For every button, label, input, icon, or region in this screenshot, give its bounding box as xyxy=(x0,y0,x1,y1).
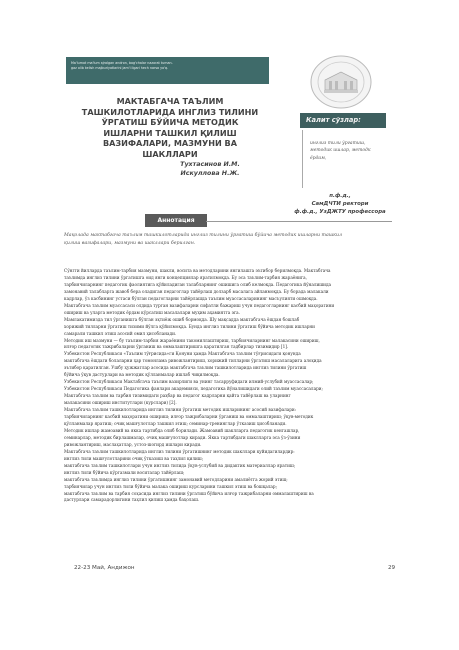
body-line: таълимда инглиз тилини ўргатишга оид янги концепциялар яратилмоқда. Бу эса таълим-тарбия жараёнига, xyxy=(64,274,307,280)
title-line: ШАКЛЛАРИ xyxy=(142,148,198,159)
body-line: дастурлари самарадорлигини таҳлил қилиш ҳамда баҳолаш. xyxy=(64,497,200,503)
keywords-header: Калит сўзлар: xyxy=(300,113,386,128)
keyword-line: ёрдам, xyxy=(310,155,327,161)
body-line: қўлланмалар яратиш; очиқ машғулотлар ташкил этиш; семинар-тренинглар ўтказиш ҳисобланади. xyxy=(64,420,287,426)
author-name: Тухтасинов И.М. xyxy=(180,161,240,168)
body-line: Мактабгача таълим ташкилотларида инглиз тилини ўргатиш методик ишларининг асосий вазифалари: xyxy=(64,407,297,413)
annotation-line: қилиш вазифалари, мазмуни ва шакллари берилган. xyxy=(64,241,196,247)
university-seal-icon xyxy=(293,54,389,110)
body-line: семинарлар, методик бирлашмалар, очиқ машғулотлар киради. Якка тартибдаги шаклларга эса ўз-ўзини xyxy=(64,434,301,440)
body-line: Мамлакатимизда тил ўрганишга бўлган эҳтиёж ошиб бормоқда. Шу мақсадда мактабгача ёшдан бошлаб xyxy=(64,316,300,322)
keyword-line: методик ишлар, методк xyxy=(310,148,371,154)
body-line: Мактабгача таълим муассасаси олдида турган вазифаларни сифатли бажариш учун педагогларнинг касбий маҳоратини xyxy=(64,302,335,308)
annotation-line: Мақолада мактабгача таълим ташкилотларида инглиз тилини ўргатиш бўйича методик ишларни ташкил xyxy=(64,233,342,238)
author-affiliations xyxy=(285,192,395,216)
footer-date: 22-23 Май, Андижон xyxy=(74,565,135,571)
keyword-line: инглиз тили ўргатиш, xyxy=(310,141,366,146)
body-line: тарбиячиларнинг педагогик фаолиятига қўйиладиган талабларнинг ошишига олиб келмоқда. Педагогика йўналишида xyxy=(64,281,332,287)
body-line: илғор педагогик тажрибаларни ўрганиш ва оммалаштиришга қаратилган тадбирлар тизимидир [1]. xyxy=(64,344,289,350)
affiliation-line: СамДЧТИ ректори xyxy=(311,201,369,207)
body-line: эътибор қаратилган. Ушбу ҳужжатлар асосида мактабгача таълим ташкилотларида инглиз тилини ўргатиш xyxy=(64,365,307,371)
page-number: 29 xyxy=(388,565,396,571)
body-line: тарбиячиларнинг касбий маҳоратини ошириш; илғор тажрибаларни ўрганиш ва оммалаштириш; ўқув-методик xyxy=(64,414,314,420)
article-body xyxy=(64,268,396,504)
keywords-text xyxy=(310,140,388,162)
body-line: инглиз тили бўйича кўргазмали воситалар тайёрлаш; xyxy=(64,469,185,475)
title-line: МАКТАБГАЧА ТАЪЛИМ xyxy=(116,96,224,106)
title-line: ВАЗИФАЛАРИ, МАЗМУНИ ВА xyxy=(103,138,237,149)
body-line: Ўзбекистон Республикаси Мактабгача таълим вазирлиги ва унинг тасарруфидаги илмий-услубий муассасалар; xyxy=(64,379,314,385)
title-line: ИШЛАРНИ ТАШКИЛ ҚИЛИШ xyxy=(103,127,237,138)
body-line: кадрлар, ўз касбининг устаси бўлган педагогларни тайёрлашда таълим муассасаларининг масъулияти ошмоқда. xyxy=(64,295,318,301)
affiliation-line: ф.ф.д., УзДЖТУ профессора xyxy=(294,209,386,215)
body-line: мактабгача таълим ва тарбия соҳасида инглиз тилини ўргатиш бўйича илғор тажрибаларни оммалаштириш ва xyxy=(64,490,314,496)
body-line: тарбиячилар учун инглиз тили бўйича малака ошириш курсларини ташкил этиш ва бошқалар; xyxy=(64,483,277,489)
body-line: ривожлантириш, маслаҳатлар, устоз-шогирд ишлари киради. xyxy=(64,441,202,447)
body-line: замонавий талабларга жавоб бера оладиган педагоглар тайёрлаш долзарб масалага айланмоқда. Бу борада малакали xyxy=(64,288,329,294)
header-band-line: Ma'lumot ma'lum ajralgan andron, bog'chalar nazorat tuman. xyxy=(71,61,173,65)
author-name: Искуллова Н.Ж. xyxy=(180,170,240,177)
body-line: Сўнгги йилларда таълим-тарбия мазмуни, шакли, восита ва методларини янгилашга эътибор берилмоқда. Мактабгача xyxy=(64,268,331,273)
body-line: бўйича ўқув дастурлари ва методик қўлланмалар ишлаб чиқилмоқда. xyxy=(64,372,220,378)
header-band xyxy=(66,57,269,84)
body-line: инглиз тили машғулотларини очиқ ўтказиш ва таҳлил қилиш; xyxy=(64,455,204,461)
body-line: малакасини ошириш институтлари (курслари) [2]. xyxy=(64,400,177,406)
body-line: Ўзбекистон Республикаси Педагогика фанлари академияси, педагогика йўналишидаги олий таълим муассасалари; xyxy=(64,386,323,392)
annotation-header: Аннотация xyxy=(145,214,207,227)
body-line: Мактабгача таълим ташкилотларида инглиз тилини ўргатишнинг методик шакллари қуйидагилардир: xyxy=(64,448,295,454)
body-line: ошириш ва уларга методик ёрдам кўрсатиш масалалари муҳим аҳамиятга эга. xyxy=(64,309,240,315)
body-line: Методик ишлар жамоавий ва якка тартибда олиб борилади. Жамоавий шаклларга педагогик кенгашлар, xyxy=(64,427,300,433)
annotation-text xyxy=(64,232,394,248)
body-line: самарали ташкил этиш асосий омил ҳисобланади. xyxy=(64,330,177,336)
annotation-divider xyxy=(206,221,392,222)
body-line: Ўзбекистон Республикаси «Таълим тўғрисида»ги Қонуни ҳамда Мактабгача таълим тўғрисидаги қонунда xyxy=(64,351,301,357)
title-line: ТАШКИЛОТЛАРИДА ИНГЛИЗ ТИЛИНИ xyxy=(81,106,259,117)
body-line: мактабгача ёшдаги болаларни ҳар томонлама ривожлантириш, хорижий тилларни ўргатиш масалаларига алоҳида xyxy=(64,358,322,364)
header-band-line: gaz olib kelish majburiyatlarini jam'i ilgari hech narsa yo'q. xyxy=(71,65,169,70)
title-line: ЎРГАТИШ БЎЙИЧА МЕТОДИК xyxy=(101,117,239,128)
body-line: Методик иш мазмуни — бу таълим-тарбия жараёнини такомиллаштириш, тарбиячиларнинг малакасини ошириш, xyxy=(64,337,320,343)
body-line: Мактабгача таълим ва тарбия тизимидаги раҳбар ва педагог кадрларни қайта тайёрлаш ва уларнинг xyxy=(64,393,291,399)
body-line: мактабгача таълимда инглиз тилини ўргатишнинг замонавий методларини амалиётга жорий этиш; xyxy=(64,476,288,482)
body-line: мактабгача таълим ташкилотлари учун инглиз тилида ўқув-услубий ва дидактик материаллар яратиш; xyxy=(64,462,296,468)
authors xyxy=(150,160,270,178)
article-title xyxy=(72,96,268,160)
affiliation-line: п.ф.д., xyxy=(329,193,351,199)
body-line: хорижий тилларни ўргатиш тизими йўлга қўйилмоқда. Бунда инглиз тилини ўргатиш бўйича методик ишларни xyxy=(64,323,315,329)
